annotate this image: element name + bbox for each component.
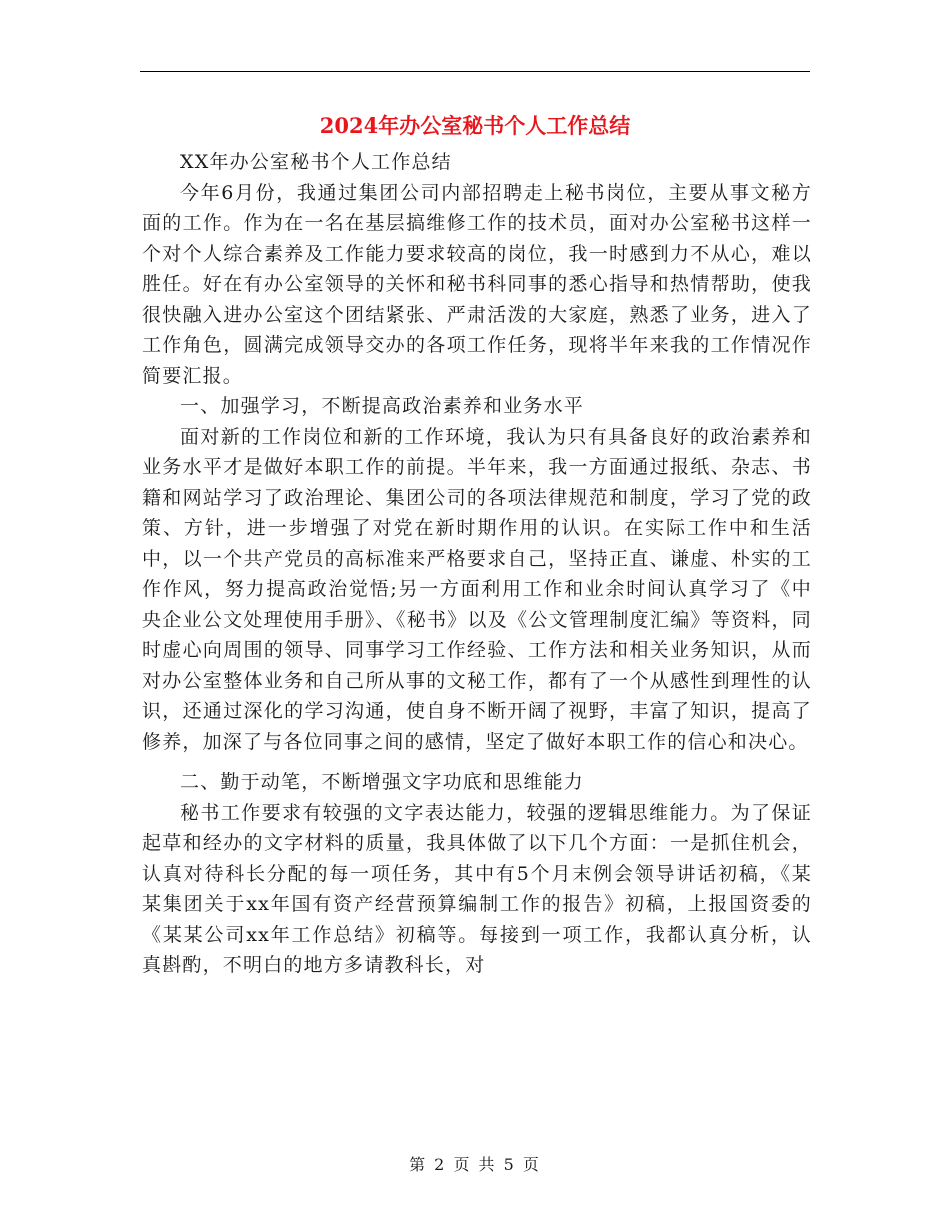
paragraph-subtitle: XX年办公室秘书个人工作总结 xyxy=(180,151,452,173)
document-body xyxy=(142,147,812,981)
page-number-footer: 第 2 页 共 5 页 xyxy=(409,1155,541,1174)
document-title: 2024年办公室秘书个人工作总结 xyxy=(319,113,631,138)
paragraph-intro: 今年6月份，我通过集团公司内部招聘走上秘书岗位，主要从事文秘方面的工作。作为在一名在基层搞维修工作的技术员，面对办公室秘书这样一个对个人综合素养及工作能力要求较高的岗位，我一时感到力不从心，难以胜任。好在有办公室领导的关怀和秘书科同事的悉心指导和热情帮助，使我很快融入进办公室这个团结紧张、严肃活泼的大家庭，熟悉了业务，进入了工作角色，圆满完成领导交办的各项工作任务，现将半年来我的工作情况作简要汇报。 xyxy=(142,181,812,387)
header-rule xyxy=(140,71,810,72)
section-heading-2: 二、勤于动笔，不断增强文字功底和思维能力 xyxy=(180,771,585,793)
paragraph-section-2: 秘书工作要求有较强的文字表达能力，较强的逻辑思维能力。为了保证起草和经办的文字材料的质量，我具体做了以下几个方面：一是抓住机会，认真对待科长分配的每一项任务，其中有5个月末例会领导讲话初稿，《某某集团关于xx年国有资产经营预算编制工作的报告》初稿，上报国资委的《某某公司xx年工作总结》初稿等。每接到一项工作，我都认真分析，认真斟酌，不明白的地方多请教科长，对 xyxy=(142,801,812,976)
section-heading-1: 一、加强学习，不断提高政治素养和业务水平 xyxy=(180,395,585,417)
paragraph-gap xyxy=(142,757,812,767)
paragraph-section-1: 面对新的工作岗位和新的工作环境，我认为只有具备良好的政治素养和业务水平才是做好本职工作的前提。半年来，我一方面通过报纸、杂志、书籍和网站学习了政治理论、集团公司的各项法律规范和制度，学习了党的政策、方针，进一步增强了对党在新时期作用的认识。在实际工作中和生活中，以一个共产党员的高标准来严格要求自己，坚持正直、谦虚、朴实的工作作风，努力提高政治觉悟;另一方面利用工作和业余时间认真学习了《中央企业公文处理使用手册》、《秘书》以及《公文管理制度汇编》等资料，同时虚心向周围的领导、同事学习工作经验、工作方法和相关业务知识，从而对办公室整体业务和自己所从事的文秘工作，都有了一个从感性到理性的认识，还通过深化的学习沟通，使自身不断开阔了视野，丰富了知识，提高了修养，加深了与各位同事之间的感情，坚定了做好本职工作的信心和决心。 xyxy=(142,425,812,753)
